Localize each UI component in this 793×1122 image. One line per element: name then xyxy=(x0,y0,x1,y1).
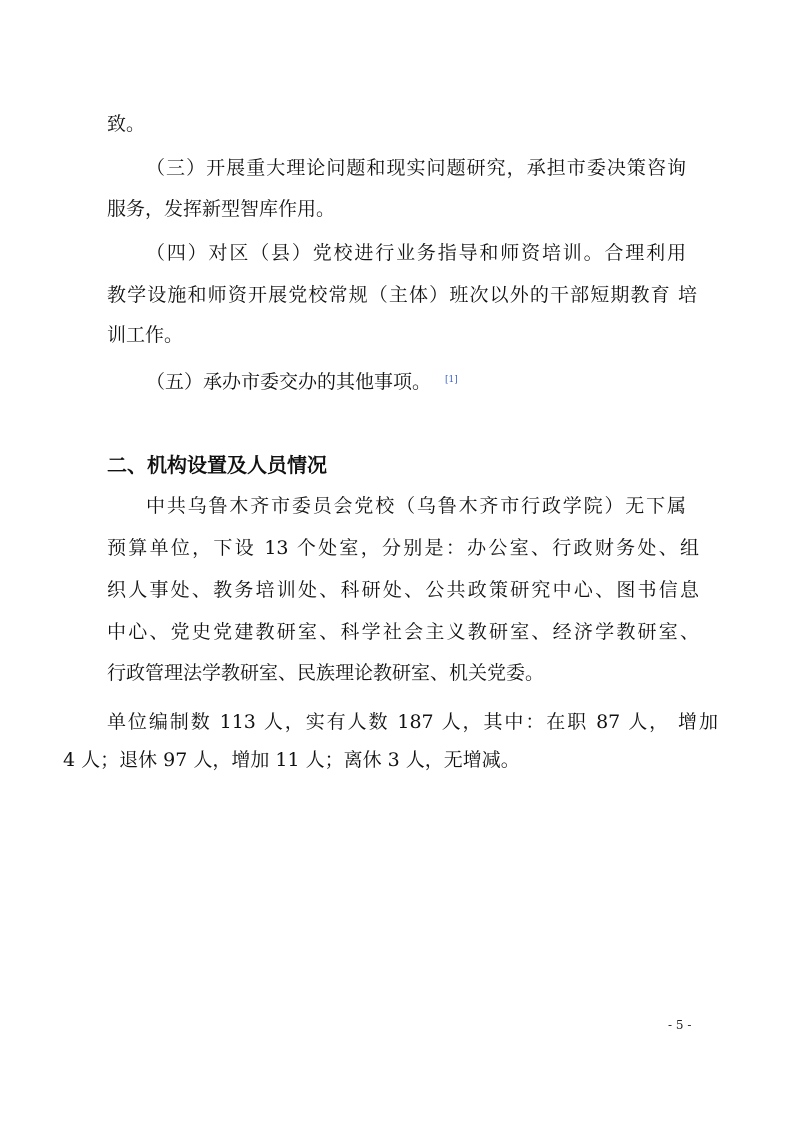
staff-paragraph-line-2: 4 人；退休 97 人，增加 11 人；离休 3 人，无增减。 xyxy=(63,749,520,771)
section-3-prev-tail: 致。 xyxy=(107,113,146,135)
section-4-line-2: 教学设施和师资开展党校常规（主体）班次以外的干部短期教育 培 xyxy=(107,284,697,306)
page-number: - 5 - xyxy=(668,1018,692,1032)
org-paragraph-line-2: 预算单位，下设 13 个处室，分别是：办公室、行政财务处、组 xyxy=(107,537,699,559)
section-3-line-1: （三）开展重大理论问题和现实问题研究，承担市委决策咨询 xyxy=(146,157,686,179)
org-paragraph-line-3: 织人事处、教务培训处、科研处、公共政策研究中心、图书信息 xyxy=(107,579,699,601)
staff-paragraph-line-1: 单位编制数 113 人，实有人数 187 人，其中：在职 87 人， 增加 xyxy=(107,711,718,733)
section-heading: 二、机构设置及人员情况 xyxy=(107,453,327,477)
reference-marker[interactable]: [1] xyxy=(445,375,458,385)
org-paragraph-line-1: 中共乌鲁木齐市委员会党校（乌鲁木齐市行政学院）无下属 xyxy=(146,495,686,517)
section-4-line-3: 训工作。 xyxy=(107,324,184,346)
section-5-text: （五）承办市委交办的其他事项。 xyxy=(146,371,432,393)
org-paragraph-line-5: 行政管理法学教研室、民族理论教研室、机关党委。 xyxy=(107,662,545,684)
section-5-line-1 xyxy=(146,369,458,395)
org-paragraph-line-4: 中心、党史党建教研室、科学社会主义教研室、经济学教研室、 xyxy=(107,621,699,643)
section-3-line-2: 服务，发挥新型智库作用。 xyxy=(107,198,336,220)
section-4-line-1: （四）对区（县）党校进行业务指导和师资培训。合理利用 xyxy=(146,242,686,264)
